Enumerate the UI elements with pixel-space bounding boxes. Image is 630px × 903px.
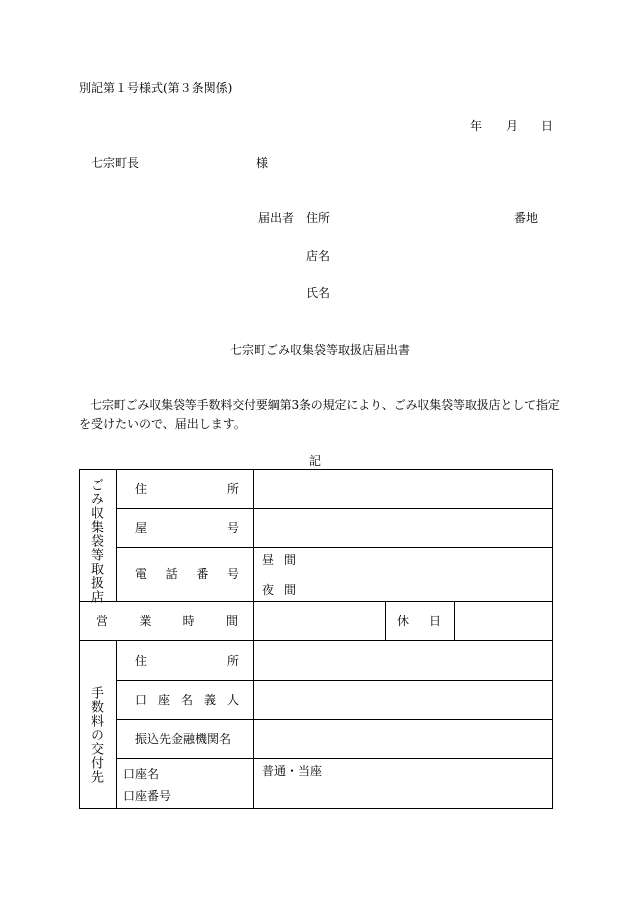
table-border-left (79, 469, 80, 809)
label-bank: 振込先金融機関名 (135, 732, 232, 746)
section-shop-header: ごみ収集袋等取扱店 (88, 478, 103, 604)
label-shop-name: 屋 号 (135, 521, 239, 535)
label-holiday: 休 日 (397, 614, 441, 628)
table-line (79, 601, 553, 602)
table-line (253, 469, 254, 809)
label-account-number: 口座番号 (123, 789, 172, 803)
applicant-label: 届出者 (258, 211, 295, 225)
table-border-top (79, 469, 553, 470)
table-line (116, 640, 117, 808)
document-title: 七宗町ごみ収集袋等取扱店届出書 (230, 343, 411, 357)
table-line (385, 601, 386, 640)
applicant-address-label: 住所 (306, 211, 331, 225)
table-line (116, 719, 553, 720)
label-address: 住 所 (135, 482, 239, 496)
date-year: 年 (470, 119, 483, 133)
label-pay-address: 住 所 (135, 654, 239, 668)
table-line (116, 508, 553, 509)
ki-label: 記 (309, 454, 322, 468)
addressee-name: 七宗町長 (91, 156, 140, 170)
table-line (116, 758, 553, 759)
form-title: 別記第１号様式(第３条関係) (79, 81, 233, 95)
table-line (454, 601, 455, 640)
label-account-holder: 口 座 名 義 人 (135, 693, 239, 707)
account-type: 普通・当座 (262, 764, 323, 778)
table-line (116, 680, 553, 681)
label-hours: 営 業 時 間 (96, 614, 238, 628)
label-phone: 電 話 番 号 (135, 567, 239, 581)
date-month: 月 (506, 119, 519, 133)
label-night: 夜 間 (262, 583, 296, 597)
addressee-honorific: 様 (256, 156, 269, 170)
label-day: 昼 間 (262, 553, 296, 567)
table-line (79, 640, 553, 641)
applicant-lot-label: 番地 (514, 211, 539, 225)
date-day: 日 (541, 119, 554, 133)
applicant-shop-label: 店名 (306, 249, 331, 263)
table-line (116, 547, 553, 548)
table-border-bottom (79, 808, 553, 809)
table-border-right (552, 469, 553, 809)
applicant-person-label: 氏名 (306, 286, 331, 300)
label-account-name: 口座名 (123, 767, 160, 781)
body-line-2: を受けたいので、届出します。 (79, 417, 246, 431)
section-payment-header: 手数料の交付先 (88, 686, 103, 784)
table-line (116, 469, 117, 601)
body-line-1: 七宗町ごみ収集袋等手数料交付要綱第3条の規定により、ごみ収集袋等取扱店として指定 (90, 398, 560, 412)
